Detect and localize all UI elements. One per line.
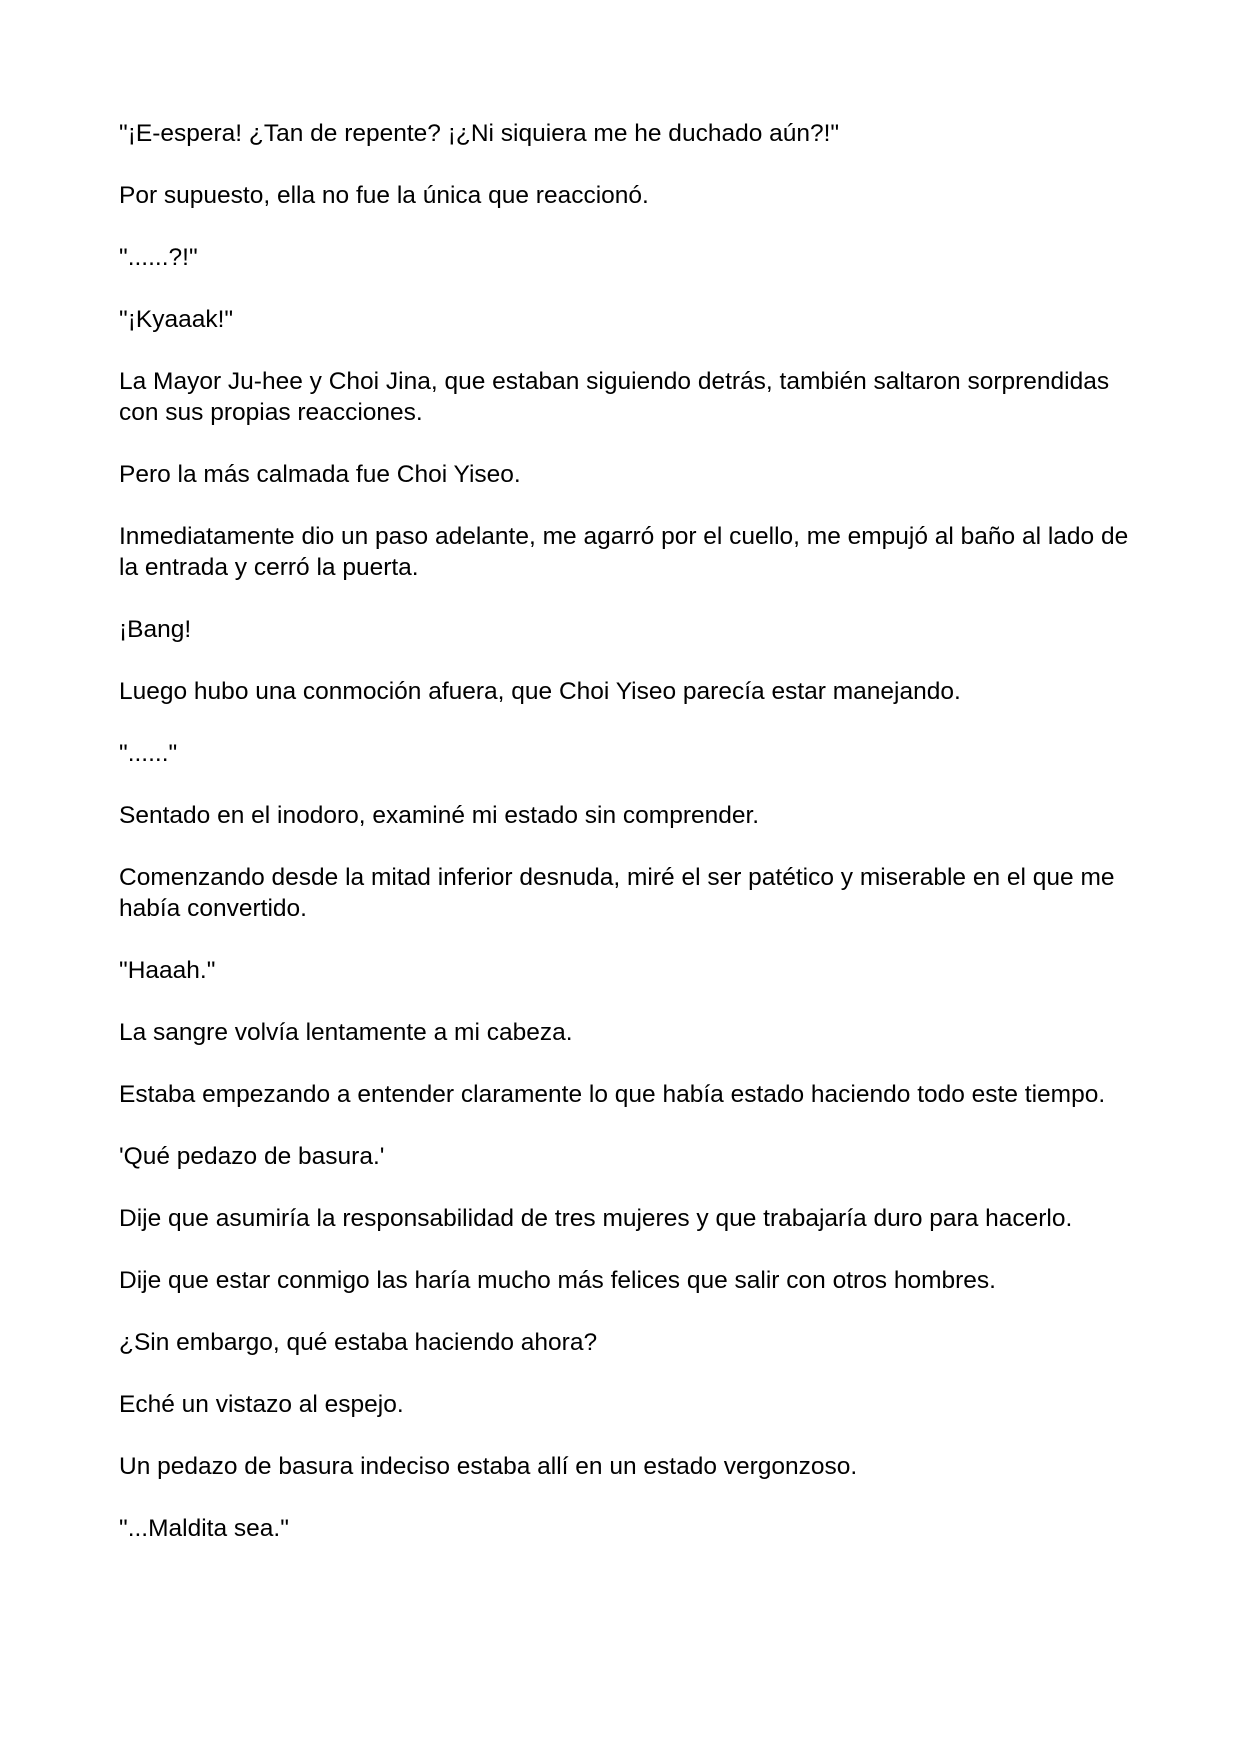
- paragraph: ¡Bang!: [119, 616, 192, 643]
- paragraph: "......": [119, 740, 178, 767]
- paragraph: Sentado en el inodoro, examiné mi estado sin comprender.: [119, 802, 760, 829]
- paragraph: "......?!": [119, 244, 198, 271]
- paragraph: "...Maldita sea.": [119, 1515, 289, 1542]
- paragraph: Un pedazo de basura indeciso estaba allí en un estado vergonzoso.: [119, 1453, 858, 1480]
- paragraph: Estaba empezando a entender claramente lo que había estado haciendo todo este tiempo.: [119, 1081, 1106, 1108]
- paragraph: 'Qué pedazo de basura.': [119, 1143, 385, 1170]
- paragraph: La Mayor Ju-hee y Choi Jina, que estaban siguiendo detrás, también saltaron sorprendidas con sus propias reacciones.: [119, 368, 1110, 426]
- paragraph: Eché un vistazo al espejo.: [119, 1391, 404, 1418]
- paragraph: "Haaah.": [119, 957, 216, 984]
- document-body: [119, 118, 1129, 1575]
- paragraph: Inmediatamente dio un paso adelante, me agarró por el cuello, me empujó al baño al lado de la entrada y cerró la puerta.: [119, 523, 1129, 581]
- paragraph: Pero la más calmada fue Choi Yiseo.: [119, 461, 521, 488]
- paragraph: "¡E-espera! ¿Tan de repente? ¡¿Ni siquiera me he duchado aún?!": [119, 120, 840, 147]
- paragraph: Dije que asumiría la responsabilidad de tres mujeres y que trabajaría duro para hacerlo.: [119, 1205, 1073, 1232]
- paragraph: "¡Kyaaak!": [119, 306, 234, 333]
- paragraph: Comenzando desde la mitad inferior desnuda, miré el ser patético y miserable en el que me había convertido.: [119, 864, 1115, 922]
- paragraph: Por supuesto, ella no fue la única que reaccionó.: [119, 182, 649, 209]
- paragraph: ¿Sin embargo, qué estaba haciendo ahora?: [119, 1329, 598, 1356]
- paragraph: La sangre volvía lentamente a mi cabeza.: [119, 1019, 573, 1046]
- paragraph: Luego hubo una conmoción afuera, que Choi Yiseo parecía estar manejando.: [119, 678, 961, 705]
- paragraph: Dije que estar conmigo las haría mucho más felices que salir con otros hombres.: [119, 1267, 996, 1294]
